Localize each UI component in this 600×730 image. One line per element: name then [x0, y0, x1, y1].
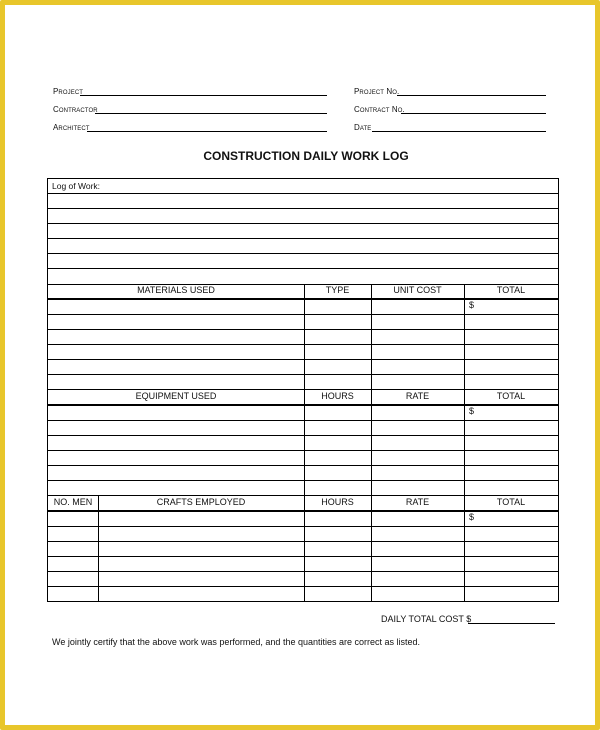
equipment-header-line [48, 404, 558, 406]
crafts-dollar-sign: $ [469, 512, 475, 522]
column-divider [464, 284, 465, 602]
unit-cost-header: UNIT COST [393, 285, 442, 295]
date-label: Date [354, 123, 372, 132]
crafts-row-line [48, 586, 558, 587]
column-divider [371, 284, 372, 602]
daily-total-cost-field[interactable] [468, 623, 555, 624]
equipment-top-line [48, 389, 558, 390]
log-row-line [48, 268, 558, 269]
log-of-work-label: Log of Work: [52, 181, 101, 191]
log-row-line [48, 238, 558, 239]
materials-used-header: MATERIALS USED [137, 285, 215, 295]
materials-row-line [48, 314, 558, 315]
daily-total-cost-label: DAILY TOTAL COST $ [381, 614, 472, 624]
equipment-used-header: EQUIPMENT USED [135, 391, 217, 401]
architect-field[interactable] [87, 131, 327, 132]
materials-row-line [48, 344, 558, 345]
crafts-hours-header: HOURS [321, 497, 354, 507]
no-men-divider [98, 495, 99, 602]
crafts-row-line [48, 556, 558, 557]
no-men-header: NO. MEN [53, 497, 93, 507]
contract-no-field[interactable] [401, 113, 546, 114]
certification-text: We jointly certify that the above work was performed, and the quantities are correct as listed. [52, 637, 421, 647]
materials-header-line [48, 298, 558, 300]
log-row-line [48, 193, 558, 194]
equipment-total-header: TOTAL [496, 391, 526, 401]
crafts-row-line [48, 526, 558, 527]
project-no-label: Project No. [354, 87, 400, 96]
crafts-rate-header: RATE [405, 497, 430, 507]
materials-row-line [48, 359, 558, 360]
project-no-field[interactable] [397, 95, 546, 96]
project-label: Project [53, 87, 84, 96]
log-row-line [48, 223, 558, 224]
equipment-dollar-sign: $ [469, 406, 475, 416]
materials-row-line [48, 374, 558, 375]
equipment-row-line [48, 435, 558, 436]
equipment-row-line [48, 465, 558, 466]
crafts-header-line [48, 510, 558, 512]
project-field[interactable] [80, 95, 327, 96]
equipment-row-line [48, 450, 558, 451]
equipment-rate-header: RATE [405, 391, 430, 401]
contractor-field[interactable] [95, 113, 327, 114]
equipment-row-line [48, 420, 558, 421]
contractor-label: Contractor [53, 105, 98, 114]
type-header: TYPE [325, 285, 350, 295]
crafts-row-line [48, 541, 558, 542]
equipment-row-line [48, 480, 558, 481]
architect-label: Architect [53, 123, 90, 132]
contract-no-label: Contract No. [354, 105, 405, 114]
work-log-table [47, 178, 559, 602]
crafts-total-header: TOTAL [496, 497, 526, 507]
form-title: CONSTRUCTION DAILY WORK LOG [203, 149, 409, 163]
column-divider [304, 284, 305, 602]
materials-row-line [48, 329, 558, 330]
crafts-employed-header: CRAFTS EMPLOYED [156, 497, 246, 507]
materials-dollar-sign: $ [469, 300, 475, 310]
crafts-row-line [48, 571, 558, 572]
equipment-hours-header: HOURS [321, 391, 354, 401]
log-row-line [48, 208, 558, 209]
crafts-top-line [48, 495, 558, 496]
materials-total-header: TOTAL [496, 285, 526, 295]
date-field[interactable] [372, 131, 546, 132]
log-row-line [48, 253, 558, 254]
